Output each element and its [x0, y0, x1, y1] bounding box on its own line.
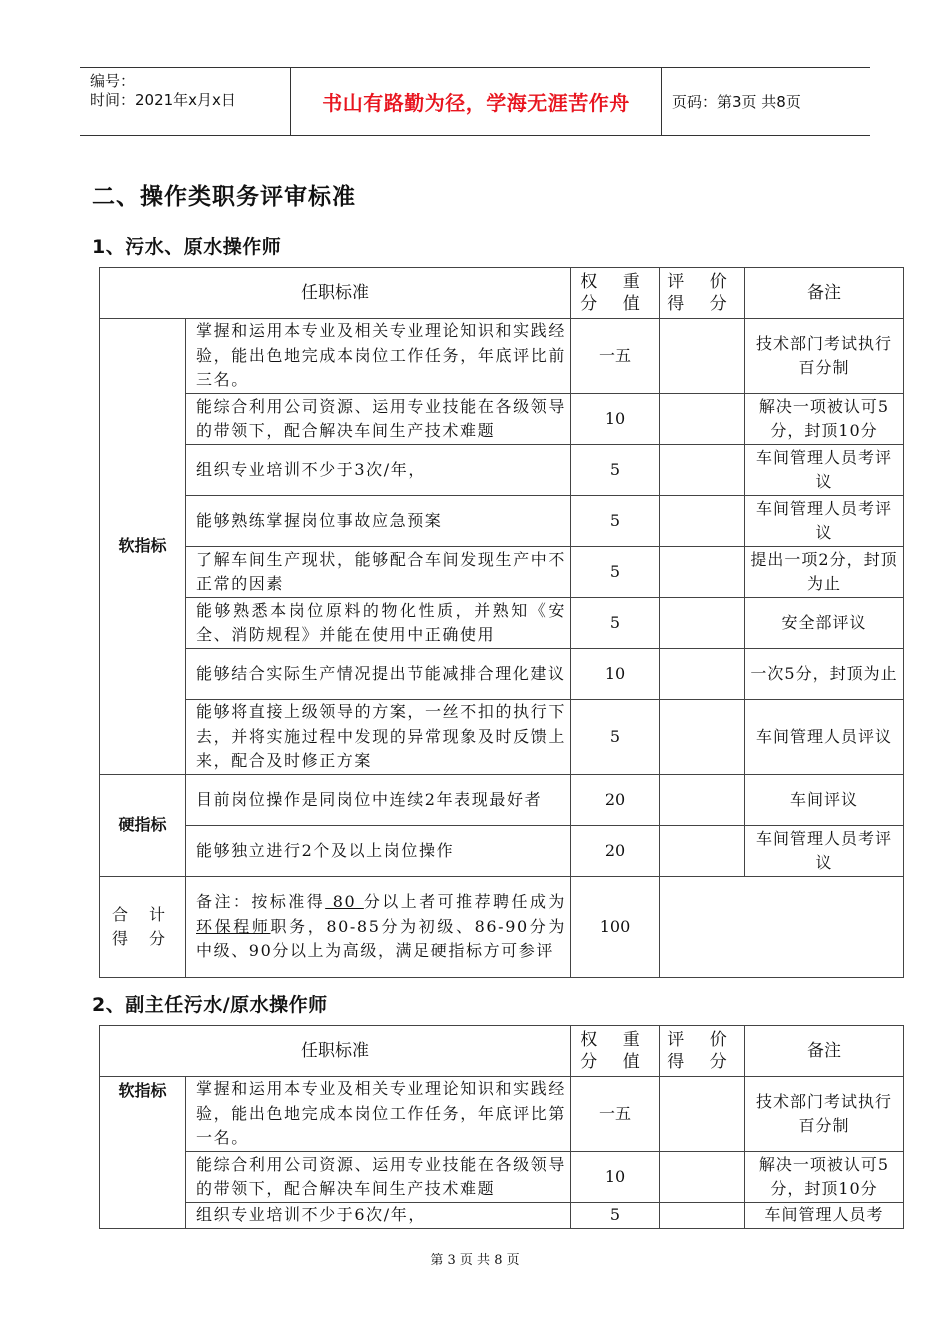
standard-cell: 组织专业培训不少于3次/年，: [186, 445, 571, 496]
table-row: [100, 649, 904, 700]
note-cell: 车间管理人员考: [745, 1203, 904, 1229]
standard-cell: 掌握和运用本专业及相关专业理论知识和实践经验，能出色地完成本岗位工作任务，年底评比第一名。: [186, 1077, 571, 1152]
note-cell: 解决一项被认可5分，封顶10分: [745, 394, 904, 445]
standard-cell: 能够独立进行2个及以上岗位操作: [186, 826, 571, 877]
note-cell: 提出一项2分，封顶为止: [745, 547, 904, 598]
score-cell[interactable]: [660, 877, 745, 978]
score-cell[interactable]: [660, 700, 745, 775]
standard-cell: 能综合利用公司资源、运用专业技能在各级领导的带领下，配合解决车间生产技术难题: [186, 394, 571, 445]
section-title-bold: 二、操作类: [92, 184, 212, 210]
header-meta: [80, 68, 291, 136]
soft-indicator-label: 软指标: [100, 1077, 186, 1229]
standard-cell: 组织专业培训不少于6次/年，: [186, 1203, 571, 1229]
note-cell: 车间管理人员考评议: [745, 445, 904, 496]
table-row: [100, 394, 904, 445]
total-note-mid: 分以上者可推荐聘任成为: [363, 892, 566, 912]
score-cell[interactable]: [660, 649, 745, 700]
page-footer: 第 3 页 共 8 页: [430, 1253, 520, 1268]
table-row: [100, 775, 904, 826]
weight-cell: 一五: [571, 1077, 660, 1152]
title-name: 环保程师: [196, 916, 271, 936]
table-row: [100, 496, 904, 547]
col-weight: 权 重 分 值: [571, 1026, 660, 1077]
score-cell[interactable]: [660, 826, 745, 877]
note-cell: 车间管理人员考评议: [745, 496, 904, 547]
weight-cell: 一五: [571, 319, 660, 394]
weight-cell: 20: [571, 826, 660, 877]
standard-cell: 掌握和运用本专业及相关专业理论知识和实践经验，能出色地完成本岗位工作任务，年底评比前三名。: [186, 319, 571, 394]
note-cell: 车间管理人员评议: [745, 700, 904, 775]
note-cell: 技术部门考试执行百分制: [745, 1077, 904, 1152]
table-row: [100, 319, 904, 394]
standard-cell: 目前岗位操作是同岗位中连续2年表现最好者: [186, 775, 571, 826]
table2: [99, 1025, 904, 1229]
table-row: [100, 1152, 904, 1203]
total-weight: 100: [571, 877, 660, 978]
note-cell: [745, 877, 904, 978]
total-note-suffix: 职务，80-85分为初级、86-90分为中级、90分以上为高级，满足硬指标方可参评: [196, 916, 566, 961]
soft-indicator-label: 软指标: [100, 319, 186, 775]
table-row: [100, 1077, 904, 1152]
table-row: [100, 598, 904, 649]
score-cell[interactable]: [660, 775, 745, 826]
score-cell[interactable]: [660, 547, 745, 598]
table1-header-row: [100, 268, 904, 319]
weight-cell: 5: [571, 598, 660, 649]
score-cell[interactable]: [660, 1152, 745, 1203]
table-row: [100, 1203, 904, 1229]
table-row: [100, 445, 904, 496]
table2-heading: 2、副主任污水/原水操作师: [92, 994, 328, 1016]
hard-indicator-label: 硬指标: [100, 775, 186, 877]
note-cell: 技术部门考试执行百分制: [745, 319, 904, 394]
score-cell[interactable]: [660, 1203, 745, 1229]
standard-cell: 了解车间生产现状，能够配合车间发现生产中不正常的因素: [186, 547, 571, 598]
table-row: [100, 700, 904, 775]
col-standard: 任职标准: [100, 1026, 571, 1077]
weight-cell: 5: [571, 700, 660, 775]
total-note: [186, 877, 571, 978]
weight-cell: 10: [571, 649, 660, 700]
weight-cell: 5: [571, 496, 660, 547]
note-cell: 车间评议: [745, 775, 904, 826]
weight-cell: 5: [571, 547, 660, 598]
col-score: 评 价 得 分: [660, 268, 745, 319]
page-indicator: 页码：第3页 共8页: [662, 68, 871, 136]
score-cell[interactable]: [660, 496, 745, 547]
total-label: 合 计 得 分: [100, 877, 186, 978]
score-cell[interactable]: [660, 394, 745, 445]
standard-cell: 能够熟悉本岗位原料的物化性质，并熟知《安全、消防规程》并能在使用中正确使用: [186, 598, 571, 649]
table-row: [100, 826, 904, 877]
col-weight: 权 重 分 值: [571, 268, 660, 319]
standard-cell: 能够将直接上级领导的方案，一丝不扣的执行下去，并将实施过程中发现的异常现象及时反馈上来，配合及时修正方案: [186, 700, 571, 775]
col-standard: 任职标准: [100, 268, 571, 319]
weight-cell: 5: [571, 1203, 660, 1229]
standard-cell: 能够结合实际生产情况提出节能减排合理化建议: [186, 649, 571, 700]
standard-cell: 能够熟练掌握岗位事故应急预案: [186, 496, 571, 547]
score-cell[interactable]: [660, 445, 745, 496]
note-cell: 车间管理人员考评议: [745, 826, 904, 877]
col-score: 评 价 得 分: [660, 1026, 745, 1077]
note-cell: 安全部评议: [745, 598, 904, 649]
total-note-prefix: 备注：按标准得: [196, 892, 326, 912]
score-cell[interactable]: [660, 598, 745, 649]
date-label: 时间：2021年x月x日: [90, 91, 236, 109]
col-note: 备注: [745, 268, 904, 319]
threshold-score: 80: [325, 892, 364, 912]
section-title-rest: 职务评审标准: [212, 184, 356, 210]
section-title: [92, 178, 356, 211]
number-label: 编号：: [90, 72, 136, 90]
weight-cell: 10: [571, 394, 660, 445]
weight-cell: 5: [571, 445, 660, 496]
weight-cell: 20: [571, 775, 660, 826]
motto: 书山有路勤为径，学海无涯苦作舟: [291, 68, 662, 136]
note-cell: 一次5分，封顶为止: [745, 649, 904, 700]
standard-cell: 能综合利用公司资源、运用专业技能在各级领导的带领下，配合解决车间生产技术难题: [186, 1152, 571, 1203]
table-row: [100, 547, 904, 598]
weight-cell: 10: [571, 1152, 660, 1203]
table2-header-row: [100, 1026, 904, 1077]
table1-heading: 1、污水、原水操作师: [92, 236, 282, 258]
table-row-total: [100, 877, 904, 978]
note-cell: 解决一项被认可5分，封顶10分: [745, 1152, 904, 1203]
score-cell[interactable]: [660, 319, 745, 394]
score-cell[interactable]: [660, 1077, 745, 1152]
page-header: [80, 67, 870, 136]
table1: [99, 267, 904, 978]
col-note: 备注: [745, 1026, 904, 1077]
